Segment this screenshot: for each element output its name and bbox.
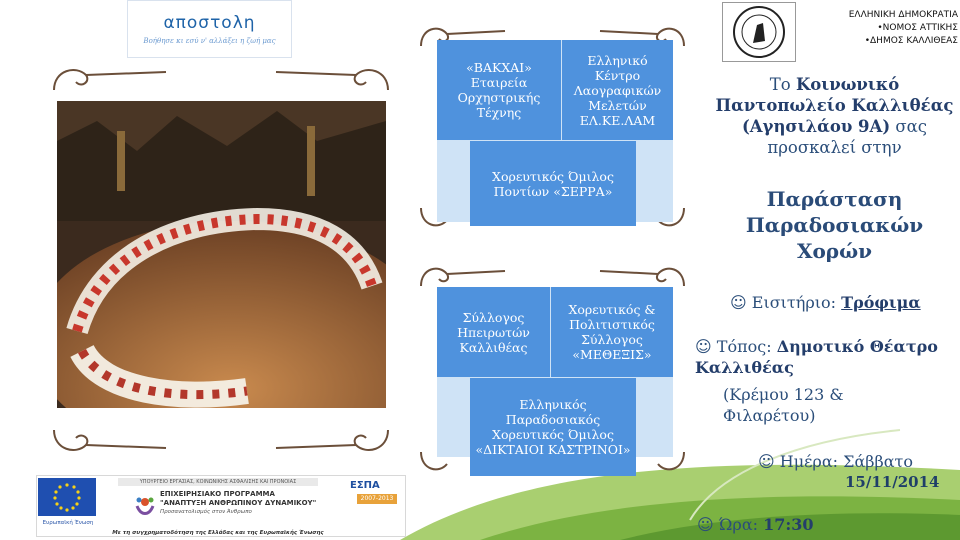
header-line: •ΔΗΜΟΣ ΚΑΛΛΙΘΕΑΣ	[864, 36, 958, 46]
time-label: Ώρα:	[718, 515, 759, 534]
intro-org: Κοινωνικό Παντοπωλείο Καλλιθέας (Αγησιλάου 9Α)	[715, 75, 954, 136]
dance-photo	[57, 101, 386, 408]
group-box	[437, 40, 561, 140]
intro-part2: σας προσκαλεί στην	[767, 117, 928, 157]
place-label: Τόπος:	[716, 337, 772, 356]
smile-icon: ☺	[695, 337, 712, 356]
time-line	[697, 514, 814, 535]
municipality-seal	[722, 2, 796, 62]
group-name: Χορευτικός & Πολιτιστικός Σύλλογος «ΜΕΘΕΞΙΣ»	[568, 302, 656, 362]
apostoli-logo	[127, 0, 292, 58]
group-name: Σύλλογος Ηπειρωτών Καλλιθέας	[457, 309, 530, 355]
program-emblem-icon	[133, 492, 157, 522]
smile-icon: ☺	[758, 452, 775, 471]
logo-name: αποστολη	[163, 13, 256, 33]
intro-text	[712, 74, 957, 158]
ticket-value: Τρόφιμα	[841, 293, 921, 312]
ticket-label: Εισιτήριο:	[751, 293, 837, 312]
logo-slogan: Βοήθησε κι εσύ ν' αλλάξει η ζωή μας	[143, 37, 276, 45]
group-name: Χορευτικός Όμιλος Ποντίων «ΣΕΡΡΑ»	[492, 168, 614, 199]
group-name: «ΒΑΚΧΑΙ» Εταιρεία Ορχηστρικής Τέχνης	[457, 60, 541, 120]
day-value: Σάββατο	[843, 452, 914, 471]
group-box	[437, 287, 550, 377]
header-lines	[810, 9, 958, 48]
group-box	[470, 378, 636, 476]
place-address: (Κρέμου 123 & Φιλαρέτου)	[723, 385, 844, 425]
intro-part1: Το	[769, 75, 796, 94]
program-line: ΕΠΙΧΕΙΡΗΣΙΑΚΟ ΠΡΟΓΡΑΜΜΑ	[160, 490, 275, 498]
espa-years: 2007-2013	[357, 494, 397, 504]
group-box	[551, 287, 673, 377]
place-line	[695, 336, 955, 378]
group-box	[470, 141, 636, 226]
espa-logo: ΕΣΠΑ	[350, 480, 380, 491]
cofunding-line: Με τη συγχρηματοδότηση της Ελλάδας και της Ευρωπαϊκής Ένωσης	[112, 530, 324, 536]
time-value: 17:30	[763, 515, 814, 534]
day-line	[758, 451, 913, 472]
eu-label: Ευρωπαϊκή Ένωση	[42, 520, 94, 526]
group-name: Ελληνικός Παραδοσιακός Χορευτικός Όμιλος «ΔΙΚΤΑΙΟΙ ΚΑΣΤΡΙΝΟΙ»	[475, 397, 631, 457]
group-box	[562, 40, 673, 140]
group-name: Ελληνικό Κέντρο Λαογραφικών Μελετών ΕΛ.ΚΕ.ΛΑΜ	[573, 52, 662, 128]
smile-icon: ☺	[697, 515, 714, 534]
program-subtitle: Προσανατολισμός στον Άνθρωπο	[160, 509, 252, 515]
smile-icon: ☺	[730, 293, 747, 312]
ministry-line: ΥΠΟΥΡΓΕΙΟ ΕΡΓΑΣΙΑΣ, ΚΟΙΝΩΝΙΚΗΣ ΑΣΦΑΛΙΣΗΣ ΚΑΙ ΠΡΟΝΟΙΑΣ	[118, 478, 318, 486]
place-value: Δημοτικό Θέατρο Καλλιθέας	[695, 337, 938, 377]
header-line: ΕΛΛΗΝΙΚΗ ΔΗΜΟΚΡΑΤΙΑ	[848, 10, 958, 20]
eu-flag-icon	[38, 478, 96, 516]
event-title: Παράσταση Παραδοσιακών Χορών	[745, 187, 924, 263]
program-line: "ΑΝΑΠΤΥΞΗ ΑΝΘΡΩΠΙΝΟΥ ΔΥΝΑΜΙΚΟΥ"	[160, 499, 317, 507]
event-date: 15/11/2014	[845, 473, 940, 491]
ticket-line	[730, 292, 921, 313]
header-line: •ΝΟΜΟΣ ΑΤΤΙΚΗΣ	[877, 23, 958, 33]
day-label: Ημέρα:	[779, 452, 839, 471]
